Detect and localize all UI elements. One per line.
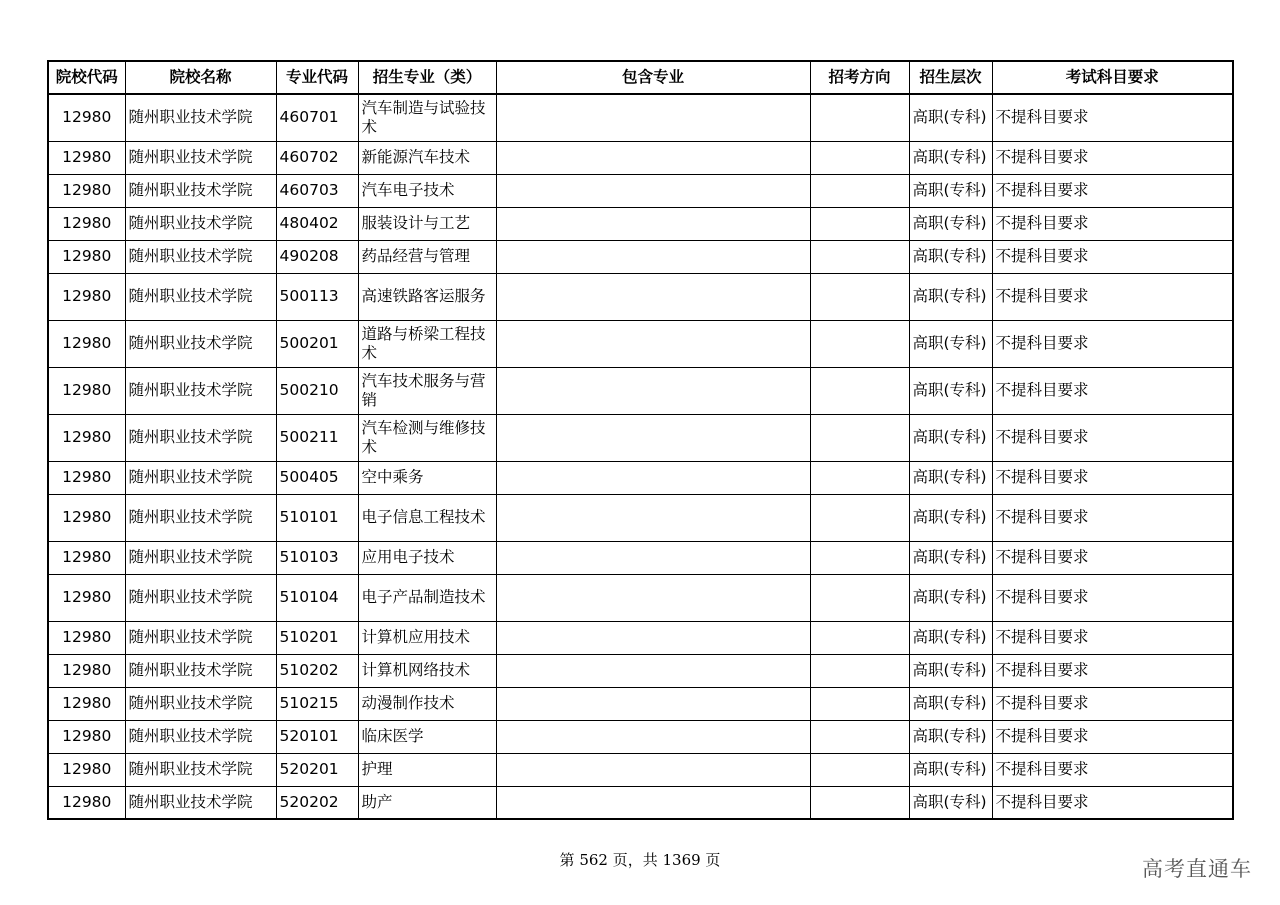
cell-includes <box>496 141 810 174</box>
table-row <box>48 367 1233 414</box>
cell-major: 汽车技术服务与营销 <box>358 367 496 414</box>
cell-major: 药品经营与管理 <box>358 240 496 273</box>
cell-includes <box>496 320 810 367</box>
cell-direction <box>810 753 909 786</box>
cell-school-code: 12980 <box>48 654 125 687</box>
cell-major: 临床医学 <box>358 720 496 753</box>
table-row <box>48 654 1233 687</box>
cell-school-code: 12980 <box>48 621 125 654</box>
cell-school-name: 随州职业技术学院 <box>125 174 276 207</box>
cell-includes <box>496 786 810 819</box>
header-level: 招生层次 <box>909 61 992 94</box>
cell-school-name: 随州职业技术学院 <box>125 541 276 574</box>
cell-level: 高职(专科) <box>909 720 992 753</box>
cell-level: 高职(专科) <box>909 94 992 141</box>
cell-direction <box>810 174 909 207</box>
cell-includes <box>496 720 810 753</box>
cell-school-code: 12980 <box>48 494 125 541</box>
cell-major-code: 510101 <box>276 494 358 541</box>
header-major-code: 专业代码 <box>276 61 358 94</box>
cell-level: 高职(专科) <box>909 494 992 541</box>
cell-level: 高职(专科) <box>909 574 992 621</box>
cell-major-code: 490208 <box>276 240 358 273</box>
cell-direction <box>810 94 909 141</box>
cell-major: 高速铁路客运服务 <box>358 273 496 320</box>
cell-major: 应用电子技术 <box>358 541 496 574</box>
cell-school-name: 随州职业技术学院 <box>125 786 276 819</box>
header-includes: 包含专业 <box>496 61 810 94</box>
cell-direction <box>810 541 909 574</box>
cell-direction <box>810 461 909 494</box>
cell-major-code: 500211 <box>276 414 358 461</box>
cell-school-code: 12980 <box>48 720 125 753</box>
cell-requirement: 不提科目要求 <box>992 687 1233 720</box>
cell-requirement: 不提科目要求 <box>992 786 1233 819</box>
cell-direction <box>810 687 909 720</box>
cell-school-name: 随州职业技术学院 <box>125 414 276 461</box>
cell-includes <box>496 753 810 786</box>
table-row <box>48 273 1233 320</box>
watermark: 高考直通车 <box>1142 857 1252 881</box>
header-major: 招生专业（类） <box>358 61 496 94</box>
cell-requirement: 不提科目要求 <box>992 574 1233 621</box>
table-row <box>48 94 1233 141</box>
cell-major: 电子产品制造技术 <box>358 574 496 621</box>
cell-major-code: 500210 <box>276 367 358 414</box>
cell-requirement: 不提科目要求 <box>992 207 1233 240</box>
cell-school-code: 12980 <box>48 414 125 461</box>
cell-school-name: 随州职业技术学院 <box>125 720 276 753</box>
cell-level: 高职(专科) <box>909 367 992 414</box>
cell-requirement: 不提科目要求 <box>992 461 1233 494</box>
cell-includes <box>496 574 810 621</box>
cell-includes <box>496 174 810 207</box>
header-school-code: 院校代码 <box>48 61 125 94</box>
cell-requirement: 不提科目要求 <box>992 753 1233 786</box>
cell-includes <box>496 273 810 320</box>
cell-level: 高职(专科) <box>909 687 992 720</box>
cell-includes <box>496 654 810 687</box>
cell-major-code: 520202 <box>276 786 358 819</box>
cell-school-name: 随州职业技术学院 <box>125 687 276 720</box>
cell-school-name: 随州职业技术学院 <box>125 207 276 240</box>
cell-school-code: 12980 <box>48 94 125 141</box>
cell-includes <box>496 240 810 273</box>
cell-major: 汽车检测与维修技术 <box>358 414 496 461</box>
table-row <box>48 574 1233 621</box>
header-requirement: 考试科目要求 <box>992 61 1233 94</box>
cell-includes <box>496 414 810 461</box>
cell-school-name: 随州职业技术学院 <box>125 494 276 541</box>
table-row <box>48 174 1233 207</box>
cell-level: 高职(专科) <box>909 621 992 654</box>
cell-school-name: 随州职业技术学院 <box>125 461 276 494</box>
cell-level: 高职(专科) <box>909 654 992 687</box>
cell-school-name: 随州职业技术学院 <box>125 94 276 141</box>
header-school-name: 院校名称 <box>125 61 276 94</box>
cell-direction <box>810 141 909 174</box>
cell-major-code: 500405 <box>276 461 358 494</box>
cell-major-code: 510202 <box>276 654 358 687</box>
cell-requirement: 不提科目要求 <box>992 174 1233 207</box>
cell-school-name: 随州职业技术学院 <box>125 753 276 786</box>
table-row <box>48 786 1233 819</box>
cell-school-code: 12980 <box>48 240 125 273</box>
cell-includes <box>496 494 810 541</box>
table-body <box>48 94 1233 819</box>
cell-requirement: 不提科目要求 <box>992 654 1233 687</box>
cell-requirement: 不提科目要求 <box>992 240 1233 273</box>
cell-school-name: 随州职业技术学院 <box>125 320 276 367</box>
cell-level: 高职(专科) <box>909 541 992 574</box>
cell-direction <box>810 494 909 541</box>
cell-school-code: 12980 <box>48 273 125 320</box>
cell-major-code: 510215 <box>276 687 358 720</box>
cell-major: 汽车制造与试验技术 <box>358 94 496 141</box>
cell-level: 高职(专科) <box>909 786 992 819</box>
cell-school-code: 12980 <box>48 574 125 621</box>
cell-requirement: 不提科目要求 <box>992 494 1233 541</box>
table-row <box>48 461 1233 494</box>
cell-major: 道路与桥梁工程技术 <box>358 320 496 367</box>
cell-level: 高职(专科) <box>909 273 992 320</box>
cell-requirement: 不提科目要求 <box>992 273 1233 320</box>
table-row <box>48 320 1233 367</box>
cell-major-code: 510103 <box>276 541 358 574</box>
cell-includes <box>496 687 810 720</box>
cell-major: 动漫制作技术 <box>358 687 496 720</box>
cell-level: 高职(专科) <box>909 414 992 461</box>
table-row <box>48 414 1233 461</box>
cell-direction <box>810 367 909 414</box>
cell-major: 新能源汽车技术 <box>358 141 496 174</box>
cell-level: 高职(专科) <box>909 320 992 367</box>
cell-major: 护理 <box>358 753 496 786</box>
cell-direction <box>810 786 909 819</box>
admissions-table <box>47 60 1234 820</box>
cell-includes <box>496 94 810 141</box>
cell-school-code: 12980 <box>48 207 125 240</box>
cell-level: 高职(专科) <box>909 461 992 494</box>
cell-level: 高职(专科) <box>909 753 992 786</box>
table-row <box>48 621 1233 654</box>
cell-major: 汽车电子技术 <box>358 174 496 207</box>
cell-requirement: 不提科目要求 <box>992 94 1233 141</box>
cell-major: 空中乘务 <box>358 461 496 494</box>
table-row <box>48 207 1233 240</box>
cell-school-name: 随州职业技术学院 <box>125 654 276 687</box>
cell-includes <box>496 461 810 494</box>
cell-major-code: 520101 <box>276 720 358 753</box>
cell-includes <box>496 541 810 574</box>
cell-school-name: 随州职业技术学院 <box>125 240 276 273</box>
table-row <box>48 240 1233 273</box>
table-row <box>48 141 1233 174</box>
cell-major: 计算机应用技术 <box>358 621 496 654</box>
cell-major: 电子信息工程技术 <box>358 494 496 541</box>
cell-school-name: 随州职业技术学院 <box>125 273 276 320</box>
cell-requirement: 不提科目要求 <box>992 414 1233 461</box>
cell-level: 高职(专科) <box>909 207 992 240</box>
cell-requirement: 不提科目要求 <box>992 141 1233 174</box>
cell-major: 服装设计与工艺 <box>358 207 496 240</box>
cell-school-name: 随州职业技术学院 <box>125 141 276 174</box>
cell-requirement: 不提科目要求 <box>992 320 1233 367</box>
header-row <box>48 61 1233 94</box>
cell-includes <box>496 621 810 654</box>
cell-major-code: 510104 <box>276 574 358 621</box>
cell-major-code: 480402 <box>276 207 358 240</box>
cell-major-code: 520201 <box>276 753 358 786</box>
table-row <box>48 494 1233 541</box>
cell-direction <box>810 414 909 461</box>
table-row <box>48 541 1233 574</box>
cell-direction <box>810 240 909 273</box>
cell-school-code: 12980 <box>48 320 125 367</box>
cell-school-code: 12980 <box>48 786 125 819</box>
cell-includes <box>496 367 810 414</box>
cell-requirement: 不提科目要求 <box>992 621 1233 654</box>
cell-requirement: 不提科目要求 <box>992 367 1233 414</box>
cell-includes <box>496 207 810 240</box>
cell-level: 高职(专科) <box>909 174 992 207</box>
cell-school-code: 12980 <box>48 141 125 174</box>
cell-school-code: 12980 <box>48 753 125 786</box>
cell-level: 高职(专科) <box>909 141 992 174</box>
cell-school-name: 随州职业技术学院 <box>125 367 276 414</box>
cell-major-code: 460703 <box>276 174 358 207</box>
cell-requirement: 不提科目要求 <box>992 720 1233 753</box>
cell-direction <box>810 207 909 240</box>
cell-direction <box>810 621 909 654</box>
cell-school-code: 12980 <box>48 541 125 574</box>
cell-major-code: 500201 <box>276 320 358 367</box>
cell-direction <box>810 654 909 687</box>
table-row <box>48 687 1233 720</box>
cell-school-name: 随州职业技术学院 <box>125 574 276 621</box>
cell-direction <box>810 320 909 367</box>
cell-direction <box>810 720 909 753</box>
cell-school-code: 12980 <box>48 174 125 207</box>
table-row <box>48 753 1233 786</box>
cell-school-code: 12980 <box>48 367 125 414</box>
cell-major-code: 510201 <box>276 621 358 654</box>
cell-major: 助产 <box>358 786 496 819</box>
cell-level: 高职(专科) <box>909 240 992 273</box>
cell-school-code: 12980 <box>48 461 125 494</box>
cell-major-code: 460701 <box>276 94 358 141</box>
header-direction: 招考方向 <box>810 61 909 94</box>
cell-requirement: 不提科目要求 <box>992 541 1233 574</box>
cell-major-code: 500113 <box>276 273 358 320</box>
cell-school-name: 随州职业技术学院 <box>125 621 276 654</box>
cell-direction <box>810 574 909 621</box>
cell-direction <box>810 273 909 320</box>
cell-major-code: 460702 <box>276 141 358 174</box>
table-row <box>48 720 1233 753</box>
cell-school-code: 12980 <box>48 687 125 720</box>
cell-major: 计算机网络技术 <box>358 654 496 687</box>
page-number: 第 562 页，共 1369 页 <box>559 851 721 869</box>
